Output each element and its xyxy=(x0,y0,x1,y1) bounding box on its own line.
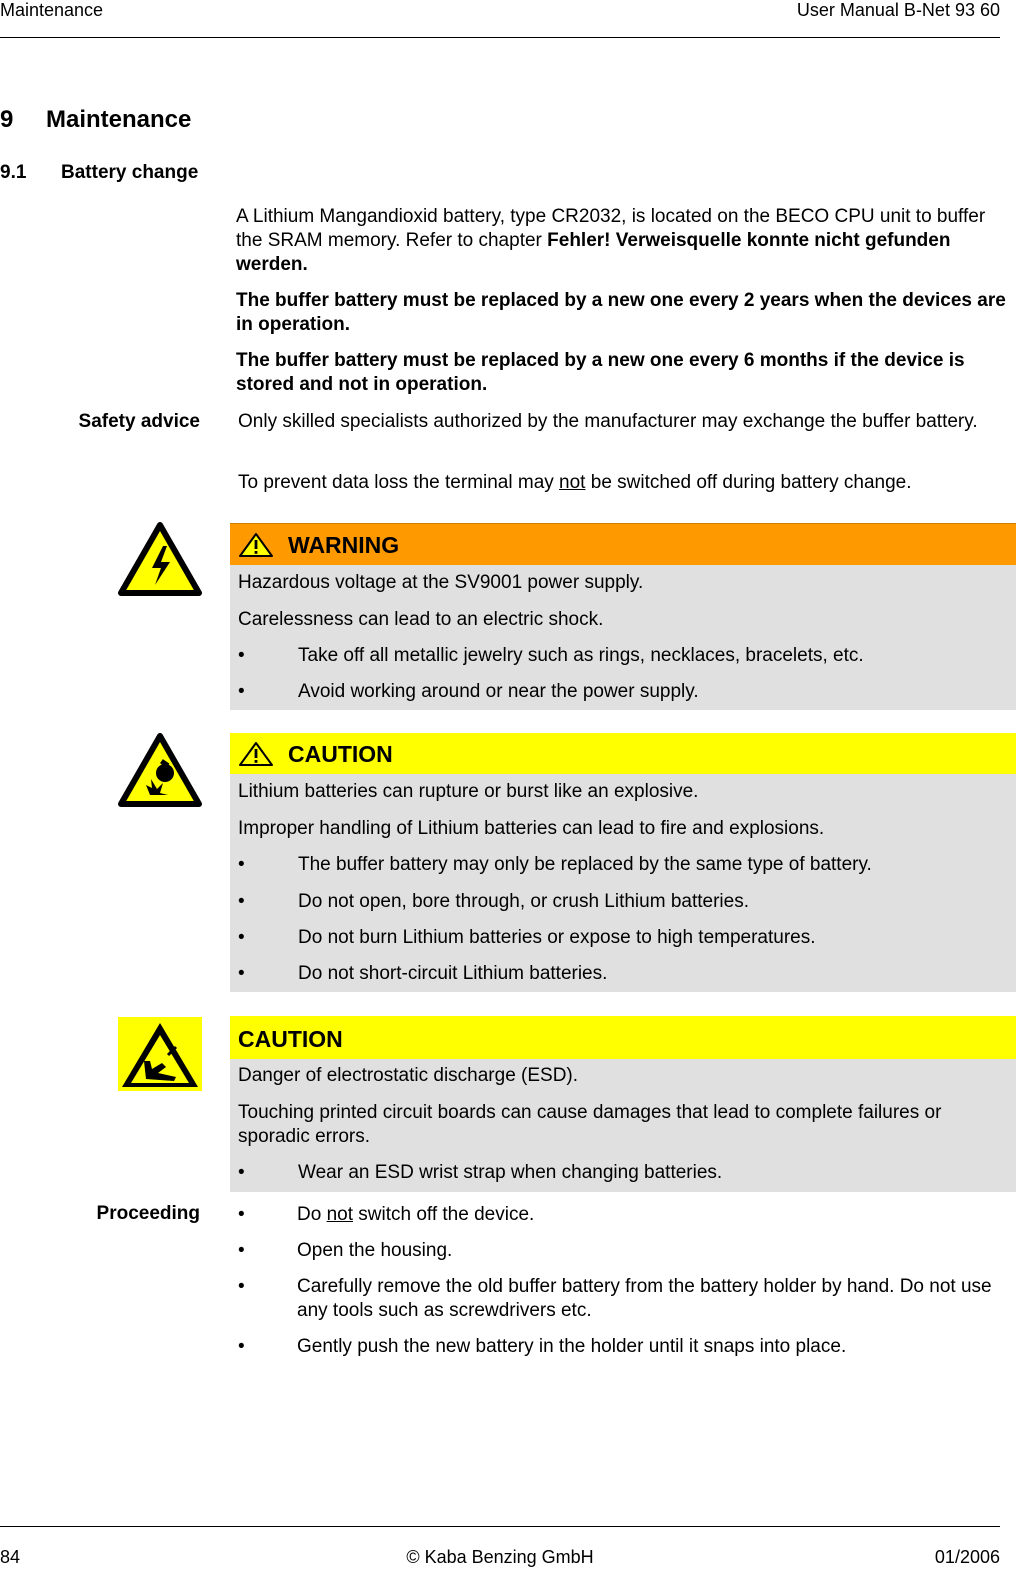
header-rule xyxy=(0,37,1000,38)
caution-bullet: • Do not open, bore through, or crush Lithium batteries. xyxy=(238,891,749,912)
caution-esd-bullet: • Wear an ESD wrist strap when changing batteries. xyxy=(238,1162,723,1183)
caution-esd-hazard: Danger of electrostatic discharge (ESD). xyxy=(238,1065,579,1086)
caution-esd-consequence: Touching printed circuit boards can cause damages that lead to complete failures or sporadic errors. xyxy=(238,1102,942,1147)
caution-consequence: Improper handling of Lithium batteries can lead to fire and explosions. xyxy=(238,818,825,839)
warning-bullet: • Avoid working around or near the power supply. xyxy=(238,681,699,702)
caution-battery-box xyxy=(230,733,1016,992)
explosive-battery-caution-icon xyxy=(118,733,202,807)
intro-paragraph: A Lithium Mangandioxid battery, type CR2032, is located on the BECO CPU unit to buffer the SRAM memory. Refer to chapter Fehler! Verweisquelle konnte nicht gefunden werden. xyxy=(236,206,986,275)
footer-page-number: 84 xyxy=(0,1547,21,1567)
high-voltage-warning-icon xyxy=(118,522,202,596)
caution-esd-title: CAUTION xyxy=(238,1026,343,1052)
warning-title-bar xyxy=(230,523,1016,565)
replacement-interval-operation: The buffer battery must be replaced by a new one every 2 years when the devices are in operation. xyxy=(236,290,1006,335)
section-title: Battery change xyxy=(61,162,199,183)
caution-esd-title-bar xyxy=(230,1016,1016,1059)
esd-hand-icon xyxy=(118,1017,202,1091)
safety-advice-text: Only skilled specialists authorized by the manufacturer may exchange the buffer battery. xyxy=(238,411,978,432)
proceeding-step: • Gently push the new battery in the holder until it snaps into place. xyxy=(238,1336,847,1357)
chapter-heading xyxy=(0,106,191,134)
footer-date: 01/2006 xyxy=(934,1547,1000,1567)
warning-bullet: • Take off all metallic jewelry such as rings, necklaces, bracelets, etc. xyxy=(238,645,864,666)
proceeding-label: Proceeding xyxy=(96,1203,200,1224)
proceeding-step: • Open the housing. xyxy=(238,1240,453,1261)
caution-bullet: • Do not short-circuit Lithium batteries. xyxy=(238,963,608,984)
alert-triangle-icon xyxy=(238,532,274,558)
footer-company: © Kaba Benzing GmbH xyxy=(406,1547,594,1567)
safety-advice-data-loss: To prevent data loss the terminal may not be switched off during battery change. xyxy=(238,472,912,493)
warning-hazard: Hazardous voltage at the SV9001 power supply. xyxy=(238,572,644,593)
alert-triangle-icon xyxy=(238,741,274,767)
proceeding-step: • Carefully remove the old buffer battery from the battery holder by hand. Do not use any tools such as screwdrivers etc. xyxy=(238,1276,992,1321)
chapter-number: 9 xyxy=(0,106,14,133)
chapter-reference: Fehler! Verweisquelle konnte nicht gefunden werden. xyxy=(236,230,951,275)
caution-title: CAUTION xyxy=(288,741,393,767)
warning-title: WARNING xyxy=(288,532,400,558)
replacement-interval-storage: The buffer battery must be replaced by a new one every 6 months if the device is stored and not in operation. xyxy=(236,350,965,395)
warning-consequence: Carelessness can lead to an electric shock. xyxy=(238,609,604,630)
section-heading xyxy=(0,162,198,184)
header-chapter: Maintenance xyxy=(0,0,104,20)
chapter-title: Maintenance xyxy=(46,106,192,133)
proceeding-step: • Do not switch off the device. xyxy=(238,1204,535,1225)
safety-advice-label: Safety advice xyxy=(78,411,200,432)
warning-box xyxy=(230,523,1016,710)
caution-bullet: • The buffer battery may only be replaced by the same type of battery. xyxy=(238,854,872,875)
section-number: 9.1 xyxy=(0,162,27,183)
header-manual-title: User Manual B-Net 93 60 xyxy=(796,0,1000,20)
footer-rule xyxy=(0,1526,1000,1527)
caution-esd-box xyxy=(230,1016,1016,1192)
caution-bullet: • Do not burn Lithium batteries or expose to high temperatures. xyxy=(238,927,816,948)
caution-hazard: Lithium batteries can rupture or burst like an explosive. xyxy=(238,781,699,802)
caution-title-bar xyxy=(230,733,1016,774)
